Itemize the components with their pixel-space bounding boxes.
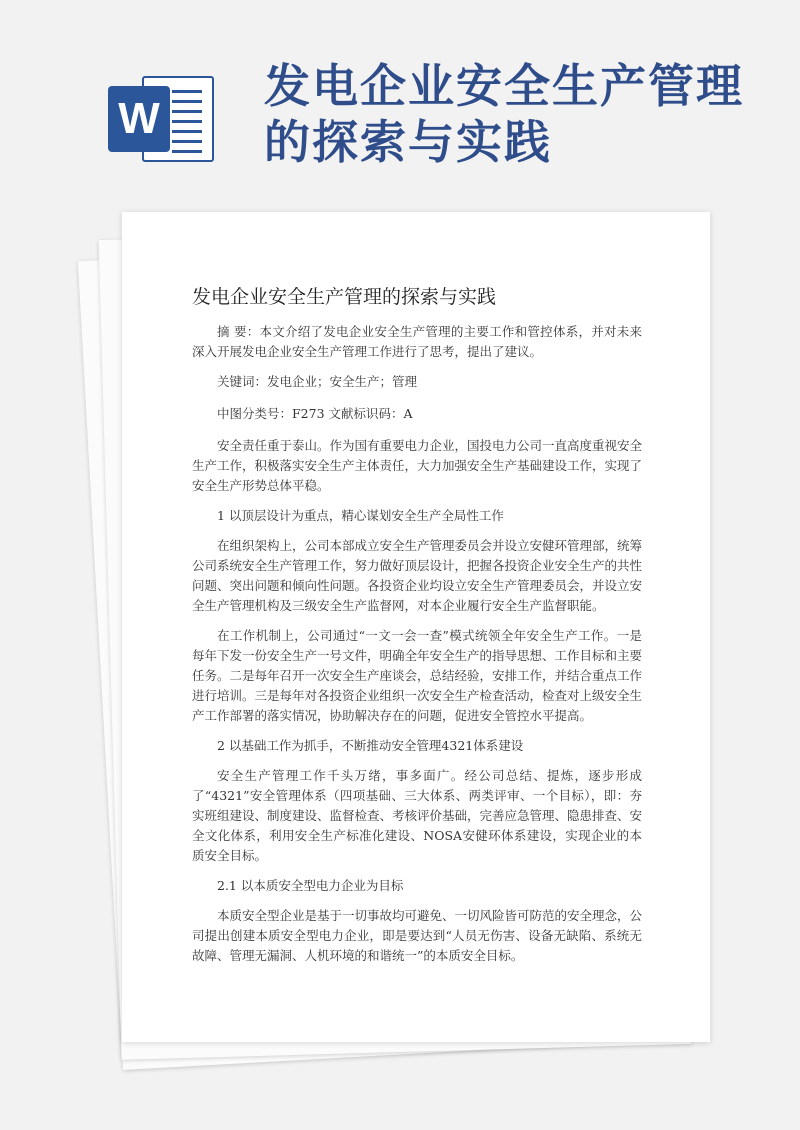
word-document-icon xyxy=(108,68,216,168)
word-letter: W xyxy=(108,86,170,152)
document-body xyxy=(192,322,642,976)
section-heading: 1 以顶层设计为重点，精心谋划安全生产全局性工作 xyxy=(217,508,504,523)
classification-number: 中图分类号：F273 文献标识码：A xyxy=(217,406,413,421)
body-paragraph: 安全生产管理工作千头万绪，事多面广。经公司总结、提炼，逐步形成了“4321”安全管理体系（四项基础、三大体系、两类评审、一个目标），即：夯实班组建设、制度建设、监督检查、考核评价基础，完善应急管理、隐患排查、安全文化体系，利用安全生产标准化建设、NOSA安健环体系建设，实现企业的本质安全目标。 xyxy=(192,768,643,863)
body-paragraph: 安全责任重于泰山。作为国有重要电力企业，国投电力公司一直高度重视安全生产工作，积极落实安全生产主体责任，大力加强安全生产基础建设工作，实现了安全生产形势总体平稳。 xyxy=(192,438,643,493)
body-paragraph: 在组织架构上，公司本部成立安全生产管理委员会并设立安健环管理部，统筹公司系统安全生产管理工作，努力做好顶层设计，把握各投资企业安全生产的共性问题、突出问题和倾向性问题。各投资企业均设立安全生产管理委员会，并设立安全生产管理机构及三级安全生产监督网，对本企业履行安全生产监督职能。 xyxy=(192,538,643,613)
keywords: 关键词：发电企业；安全生产；管理 xyxy=(217,374,418,389)
subsection-heading: 2.1 以本质安全型电力企业为目标 xyxy=(217,878,404,893)
document-page xyxy=(122,212,710,1042)
body-paragraph: 在工作机制上，公司通过“一文一会一查”模式统领全年安全生产工作。一是每年下发一份安全生产一号文件，明确全年安全生产的指导思想、工作目标和主要任务。二是每年召开一次安全生产座谈会，总结经验，安排工作，并结合重点工作进行培训。三是每年对各投资企业组织一次安全生产检查活动，检查对上级安全生产工作部署的落实情况，协助解决存在的问题，促进安全管控水平提高。 xyxy=(192,628,643,723)
document-title: 发电企业安全生产管理的探索与实践 xyxy=(192,286,497,308)
banner-title: 发电企业安全生产管理的探索与实践 xyxy=(264,59,744,169)
section-heading: 2 以基础工作为抓手，不断推动安全管理4321体系建设 xyxy=(217,738,524,753)
banner xyxy=(0,0,800,205)
abstract: 摘 要：本文介绍了发电企业安全生产管理的主要工作和管控体系，并对未来深入开展发电企业安全生产管理工作进行了思考，提出了建议。 xyxy=(192,324,642,359)
body-paragraph: 本质安全型企业是基于一切事故均可避免、一切风险皆可防范的安全理念，公司提出创建本质安全型电力企业，即是要达到“人员无伤害、设备无缺陷、系统无故障、管理无漏洞、人机环境的和谐统一”的本质安全目标。 xyxy=(192,908,643,963)
